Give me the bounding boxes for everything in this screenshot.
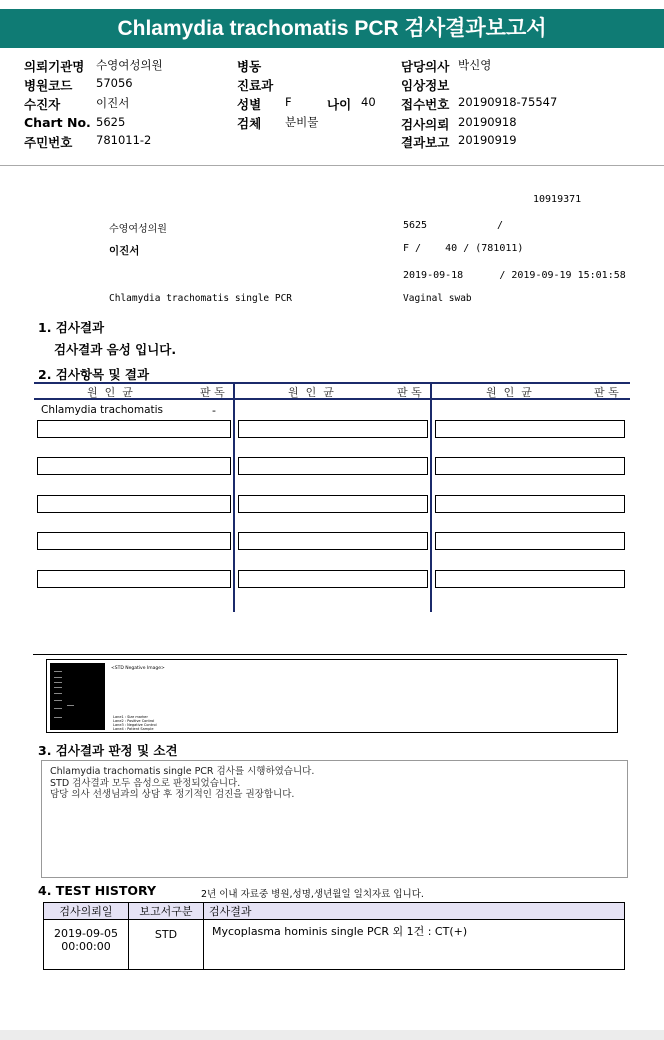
result-cell [238, 570, 428, 588]
result-cell [238, 532, 428, 550]
result-judgement-1: - [212, 404, 216, 417]
result-cell [435, 420, 625, 438]
history-note: 2년 이내 자료중 병원,성명,생년월일 일치자료 입니다. [201, 889, 424, 900]
gel-band [54, 700, 62, 701]
gel-band [54, 677, 62, 678]
meta-hospital: 수영여성의원 [109, 224, 167, 235]
section4-title: 4. TEST HISTORY [38, 883, 157, 898]
section1-result: 검사결과 음성 입니다. [54, 342, 177, 357]
col-head-pathogen-2: 원 인 균 [288, 386, 334, 399]
table-col-divider-1 [233, 382, 235, 612]
col-head-judge-2: 판 독 [397, 386, 422, 399]
history-table [43, 902, 625, 970]
opinion-line: 담당 의사 선생님과의 상담 후 정기적인 검진을 권장합니다. [50, 789, 295, 800]
result-cell [37, 420, 231, 438]
gel-band [54, 708, 62, 709]
history-header-row [44, 903, 625, 920]
gel-legend: Lane1 : Size marker Lane2 : Positive Control Lane3 : Negative Control Lane4 : Patient Sample [113, 715, 157, 731]
col-head-judge-3: 판 독 [594, 386, 619, 399]
history-col-type: 보고서구분 [129, 903, 204, 920]
meta-dates: 2019-09-18 / 2019-09-19 15:01:58 [403, 270, 626, 281]
header-ward: 병동 [237, 59, 262, 74]
history-date-cell: 2019-09-05 00:00:00 [44, 920, 129, 970]
header-chart-no: Chart No. 5625 [24, 115, 126, 130]
gel-band [54, 671, 62, 672]
result-cell [435, 457, 625, 475]
meta-sex-age: F / 40 / (781011) [403, 243, 524, 254]
col-head-judge-1: 판 독 [200, 386, 225, 399]
gel-image-frame [46, 659, 618, 733]
result-cell [238, 457, 428, 475]
result-cell [37, 457, 231, 475]
table-row [44, 920, 625, 970]
meta-patient: 이진서 [109, 245, 140, 257]
result-cell [238, 420, 428, 438]
history-col-date: 검사의뢰일 [44, 903, 129, 920]
header-patient: 수진자 이진서 [24, 96, 130, 112]
header-age: 나이 40 [327, 95, 376, 112]
header-resident-no: 주민번호 781011-2 [24, 133, 152, 150]
gel-electrophoresis-image [50, 663, 105, 730]
header-report-date: 결과보고 20190919 [401, 133, 517, 150]
history-col-result: 검사결과 [204, 903, 625, 920]
opinion-line: Chlamydia trachomatis single PCR 검사를 시행하였습니다. [50, 766, 315, 777]
gel-band [67, 705, 74, 706]
report-title: Chlamydia trachomatis PCR 검사결과보고서 [0, 9, 664, 48]
meta-chart-sep: / [497, 220, 504, 231]
header-sex: 성별 F [237, 95, 292, 112]
gel-image-title: <STD Negative Image> [111, 666, 165, 671]
header-request-date: 검사의뢰 20190918 [401, 115, 517, 132]
section1-title: 1. 검사결과 [38, 320, 105, 335]
meta-test-name: Chlamydia trachomatis single PCR [109, 293, 293, 304]
header-receipt-no: 접수번호 20190918-75547 [401, 95, 558, 112]
header-specimen: 검체 분비물 [237, 115, 319, 131]
gel-band [54, 682, 62, 683]
gel-section-rule [33, 654, 627, 655]
gel-band [54, 687, 62, 688]
section3-title: 3. 검사결과 판정 및 소견 [38, 743, 178, 758]
gel-band [54, 717, 62, 718]
result-cell [435, 495, 625, 513]
result-cell [435, 532, 625, 550]
header-divider [0, 165, 664, 166]
result-cell [37, 570, 231, 588]
result-cell [238, 495, 428, 513]
table-col-divider-2 [430, 382, 432, 612]
opinion-box [41, 760, 628, 878]
col-head-pathogen-1: 원 인 균 [87, 386, 133, 399]
meta-specimen: Vaginal swab [403, 293, 472, 304]
gel-band [54, 693, 62, 694]
result-cell [37, 495, 231, 513]
history-type-cell: STD [129, 920, 204, 970]
history-result-cell: Mycoplasma hominis single PCR 외 1건 : CT(+) [204, 920, 625, 970]
header-hospital: 의뢰기관명 수영여성의원 [24, 58, 163, 74]
section2-title: 2. 검사항목 및 결과 [38, 367, 150, 382]
header-department: 진료과 [237, 78, 274, 93]
header-clinical-info: 임상정보 [401, 78, 450, 93]
header-doctor: 담당의사 박신영 [401, 58, 492, 74]
barcode-number: 10919371 [533, 194, 582, 205]
result-pathogen-1: Chlamydia trachomatis [41, 404, 164, 416]
col-head-pathogen-3: 원 인 균 [486, 386, 532, 399]
result-cell [37, 532, 231, 550]
result-cell [435, 570, 625, 588]
header-hospital-code: 병원코드 57056 [24, 76, 133, 93]
opinion-line: STD 검사결과 모두 음성으로 판정되었습니다. [50, 777, 241, 789]
meta-chart: 5625 [403, 220, 428, 231]
